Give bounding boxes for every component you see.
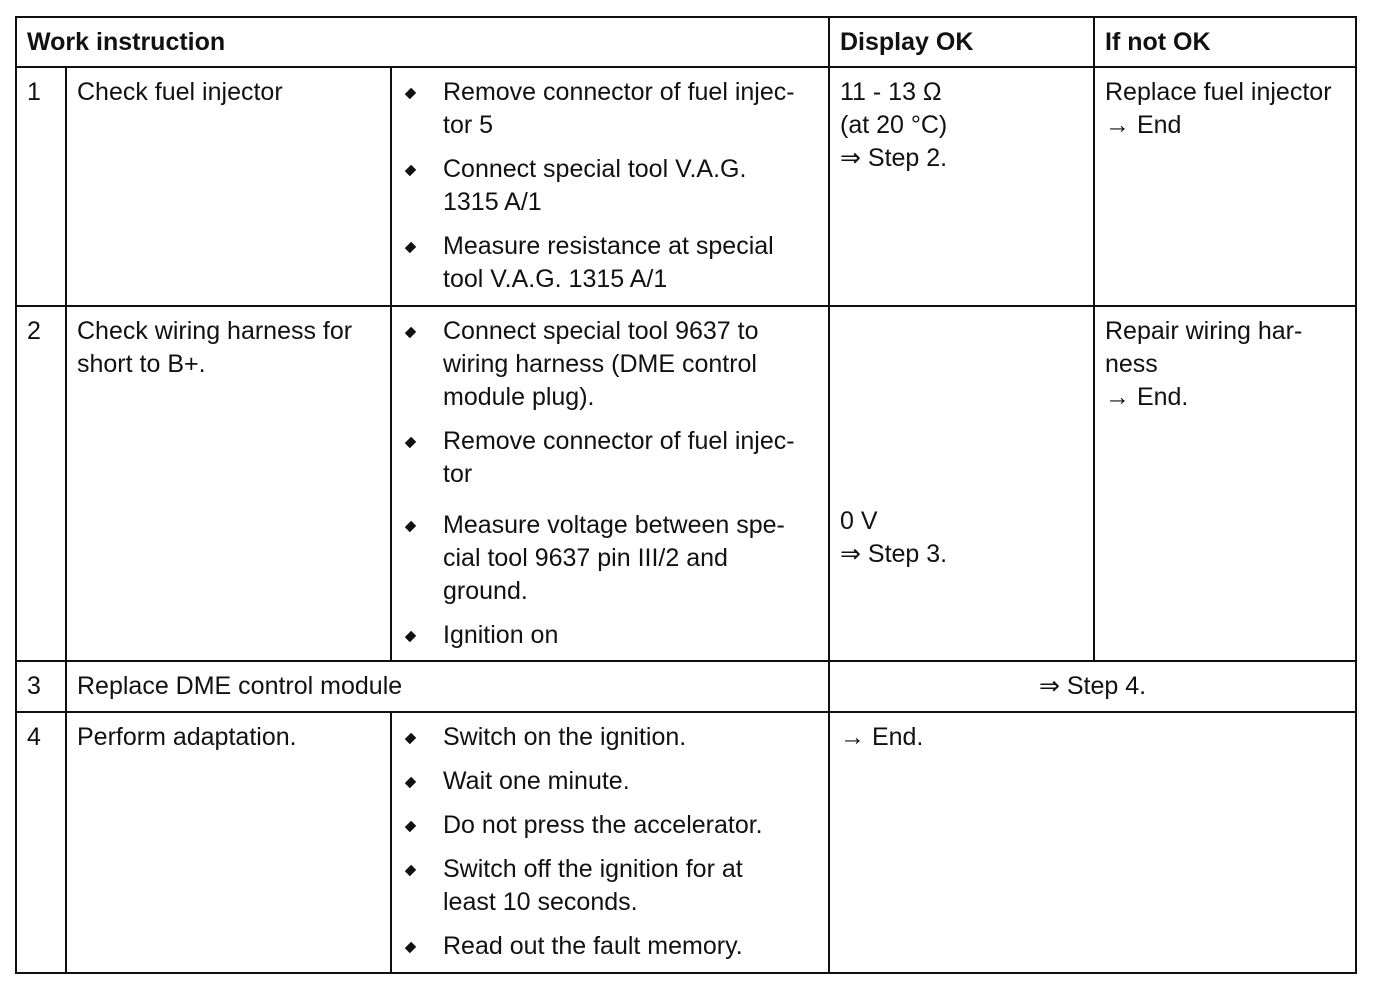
list-item: Wait one minute. — [400, 765, 818, 798]
list-item: Remove connector of fuel injec- tor 5 — [400, 76, 818, 142]
step-number: 1 — [16, 67, 66, 306]
step-instructions — [391, 306, 829, 661]
diamond-bullet-icon — [405, 777, 416, 788]
step-number: 4 — [16, 712, 66, 973]
diamond-bullet-icon — [405, 327, 416, 338]
list-item: Measure resistance at special tool V.A.G. 1315 A/1 — [400, 230, 818, 296]
table-row — [16, 712, 1356, 973]
step-title: Replace DME control module — [66, 661, 829, 712]
result-cell: → End. — [829, 712, 1356, 973]
diamond-bullet-icon — [405, 733, 416, 744]
step-title: Check wiring harness for short to B+. — [66, 306, 391, 661]
header-work-instruction: Work instruction — [16, 17, 829, 67]
step-instructions — [391, 67, 829, 306]
table-row — [16, 67, 1356, 306]
step-title: Perform adaptation. — [66, 712, 391, 973]
step-instructions — [391, 712, 829, 973]
work-instruction-table — [15, 16, 1357, 974]
list-item: Read out the fault memory. — [400, 930, 818, 963]
table-row — [16, 661, 1356, 712]
table-row — [16, 306, 1356, 661]
diamond-bullet-icon — [405, 821, 416, 832]
header-display-ok: Display OK — [829, 17, 1094, 67]
diamond-bullet-icon — [405, 942, 416, 953]
list-item: Switch off the ignition for at least 10 seconds. — [400, 853, 818, 919]
list-item: Measure voltage between spe- cial tool 9637 pin III/2 and ground. — [400, 509, 818, 608]
diamond-bullet-icon — [405, 865, 416, 876]
display-ok-cell: 0 V ⇒ Step 3. — [829, 306, 1094, 661]
list-item: Ignition on — [400, 619, 818, 652]
display-ok-cell: 11 - 13 Ω (at 20 °C) ⇒ Step 2. — [829, 67, 1094, 306]
list-item: Connect special tool V.A.G. 1315 A/1 — [400, 153, 818, 219]
list-item: Do not press the accelerator. — [400, 809, 818, 842]
list-item: Remove connector of fuel injec- tor — [400, 425, 818, 491]
diamond-bullet-icon — [405, 631, 416, 642]
step-title: Check fuel injector — [66, 67, 391, 306]
diamond-bullet-icon — [405, 165, 416, 176]
if-not-ok-cell: Replace fuel injector → End — [1094, 67, 1356, 306]
diamond-bullet-icon — [405, 242, 416, 253]
if-not-ok-cell: Repair wiring har- ness → End. — [1094, 306, 1356, 661]
table-header-row — [16, 17, 1356, 67]
list-item: Switch on the ignition. — [400, 721, 818, 754]
diamond-bullet-icon — [405, 521, 416, 532]
result-cell: ⇒ Step 4. — [829, 661, 1356, 712]
step-number: 2 — [16, 306, 66, 661]
header-if-not-ok: If not OK — [1094, 17, 1356, 67]
diamond-bullet-icon — [405, 437, 416, 448]
step-number: 3 — [16, 661, 66, 712]
list-item: Connect special tool 9637 to wiring harness (DME control module plug). — [400, 315, 818, 414]
diamond-bullet-icon — [405, 88, 416, 99]
